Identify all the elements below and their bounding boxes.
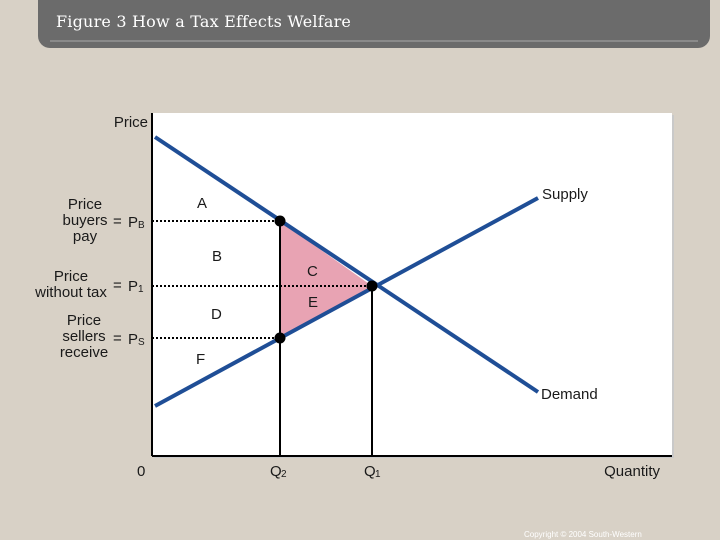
area-a-label: A bbox=[197, 195, 208, 212]
buyers-line-2: buyers bbox=[62, 212, 108, 229]
y-axis-label: Price bbox=[113, 114, 148, 131]
notax-line-2: without tax bbox=[35, 284, 107, 301]
notax-line-1: Price bbox=[53, 268, 89, 285]
price-sellers-receive-label bbox=[60, 312, 145, 361]
buyers-line-1: Price bbox=[67, 196, 103, 213]
area-e-label: E bbox=[308, 294, 319, 311]
q1-subscript: 1 bbox=[375, 469, 381, 480]
supply-label: Supply bbox=[542, 186, 588, 203]
q1-symbol: Q bbox=[364, 463, 376, 480]
pb-symbol: P bbox=[128, 214, 139, 231]
q2-tick-label bbox=[270, 463, 287, 480]
figure-title: Figure 3 How a Tax Effects Welfare bbox=[56, 12, 352, 31]
area-b-label: B bbox=[212, 248, 223, 265]
buyers-equals: = bbox=[113, 213, 122, 230]
buyers-line-3: pay bbox=[72, 228, 98, 245]
p1-symbol: P bbox=[128, 278, 139, 295]
pb-subscript: B bbox=[138, 220, 145, 231]
deadweight-loss-triangle bbox=[280, 221, 372, 338]
sellers-line-1: Price bbox=[66, 312, 102, 329]
ps-subscript: S bbox=[138, 337, 145, 348]
price-buyers-pay-label bbox=[62, 196, 145, 245]
equilibrium-point bbox=[367, 281, 378, 292]
x-axis-label: Quantity bbox=[604, 463, 660, 480]
buyers-price-point bbox=[275, 216, 286, 227]
price-without-tax-label bbox=[34, 268, 144, 301]
supply-curve bbox=[155, 198, 538, 406]
sellers-price-point bbox=[275, 333, 286, 344]
sellers-line-3: receive bbox=[59, 344, 109, 361]
q1-tick-label bbox=[364, 463, 381, 480]
area-d-label: D bbox=[211, 306, 222, 323]
ps-symbol: P bbox=[128, 331, 139, 348]
q2-symbol: Q bbox=[270, 463, 282, 480]
notax-equals: = bbox=[113, 277, 122, 294]
p1-subscript: 1 bbox=[138, 284, 144, 295]
sellers-line-2: sellers bbox=[62, 328, 106, 345]
copyright-notice: Copyright © 2004 South-Western bbox=[524, 530, 642, 539]
area-f-label: F bbox=[196, 351, 206, 368]
q2-subscript: 2 bbox=[281, 469, 287, 480]
origin-label: 0 bbox=[137, 463, 146, 480]
sellers-equals: = bbox=[113, 330, 122, 347]
demand-label: Demand bbox=[541, 386, 598, 403]
area-c-label: C bbox=[307, 263, 318, 280]
